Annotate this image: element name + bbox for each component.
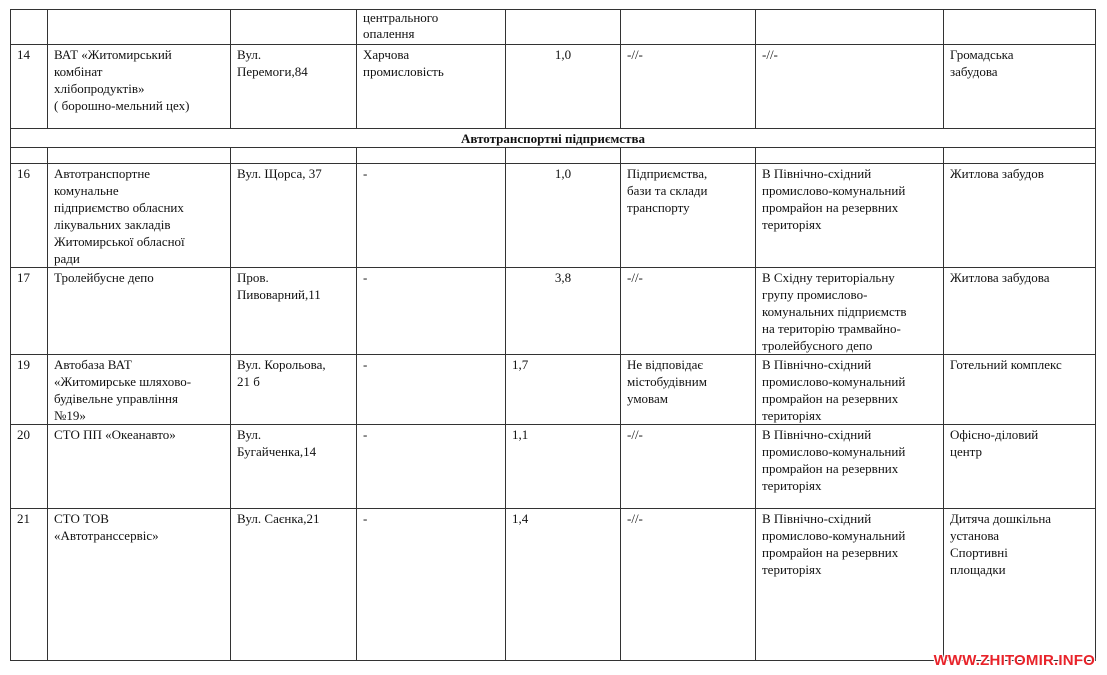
table-row [11, 355, 1096, 425]
cell-area: 1,7 [506, 355, 621, 425]
cell-new-use: Готельний комплекс [944, 355, 1096, 425]
cell-type: - [357, 268, 506, 355]
spacer-row [11, 148, 1096, 164]
cell-proposal: -//- [756, 45, 944, 129]
cell-num: 20 [11, 425, 48, 509]
table-row [11, 268, 1096, 355]
cell-new-use [944, 10, 1096, 45]
cell-address: Вул. Корольова, 21 б [231, 355, 357, 425]
cell-address: Вул. Саєнка,21 [231, 509, 357, 661]
table-row [11, 10, 1096, 45]
cell-class: -//- [621, 45, 756, 129]
cell-area [506, 10, 621, 45]
cell-proposal [756, 10, 944, 45]
cell-new-use: Дитяча дошкільна установа Спортивні площадки [944, 509, 1096, 661]
cell-num: 14 [11, 45, 48, 129]
cell-new-use: Житлова забудова [944, 268, 1096, 355]
cell-class [621, 10, 756, 45]
cell-class: -//- [621, 268, 756, 355]
cell-address: Вул. Щорса, 37 [231, 164, 357, 268]
cell-address: Вул. Перемоги,84 [231, 45, 357, 129]
cell-new-use: Офісно-діловий центр [944, 425, 1096, 509]
cell-type: - [357, 355, 506, 425]
cell-area: 1,4 [506, 509, 621, 661]
cell-area: 1,1 [506, 425, 621, 509]
cell-proposal: В Північно-східний промислово-комунальний промрайон на резервних територіях [756, 164, 944, 268]
cell-name: Автобаза ВАТ «Житомирське шляхово- будівельне управління №19» [48, 355, 231, 425]
cell-type: центрального опалення [357, 10, 506, 45]
cell-type: - [357, 425, 506, 509]
cell-name: СТО ПП «Океанавто» [48, 425, 231, 509]
table-row [11, 45, 1096, 129]
cell-proposal: В Північно-східний промислово-комунальний промрайон на резервних територіях [756, 509, 944, 661]
cell-area: 1,0 [506, 164, 621, 268]
section-row [11, 129, 1096, 148]
cell-class: -//- [621, 509, 756, 661]
cell-num: 21 [11, 509, 48, 661]
cell-name: Тролейбусне депо [48, 268, 231, 355]
cell-name: Автотранспортне комунальне підприємство обласних лікувальних закладів Житомирської обласної ради [48, 164, 231, 268]
cell-type: - [357, 509, 506, 661]
cell-address: Пров. Пивоварний,11 [231, 268, 357, 355]
cell-proposal: В Східну територіальну групу промислово- комунальних підприємств на територію трамвайно- тролейбусного депо [756, 268, 944, 355]
section-title: Автотранспортні підприємства [11, 129, 1096, 148]
cell-area: 3,8 [506, 268, 621, 355]
cell-address [231, 10, 357, 45]
table-row [11, 164, 1096, 268]
table-row [11, 425, 1096, 509]
cell-area: 1,0 [506, 45, 621, 129]
cell-num [11, 10, 48, 45]
cell-type: Харчова промисловість [357, 45, 506, 129]
cell-proposal: В Північно-східний промислово-комунальний промрайон на резервних територіях [756, 425, 944, 509]
cell-class: -//- [621, 425, 756, 509]
cell-class: Підприємства, бази та склади транспорту [621, 164, 756, 268]
cell-new-use: Громадська забудова [944, 45, 1096, 129]
cell-name [48, 10, 231, 45]
watermark: WWW.ZHITOMIR.INFO [933, 652, 1095, 669]
cell-address: Вул. Бугайченка,14 [231, 425, 357, 509]
table-row [11, 509, 1096, 661]
cell-name: СТО ТОВ «Автотранссервіс» [48, 509, 231, 661]
cell-num: 19 [11, 355, 48, 425]
cell-new-use: Житлова забудов [944, 164, 1096, 268]
document-table [10, 9, 1096, 661]
cell-name: ВАТ «Житомирський комбінат хлібопродуктів» ( борошно-мельний цех) [48, 45, 231, 129]
cell-class: Не відповідає містобудівним умовам [621, 355, 756, 425]
cell-proposal: В Північно-східний промислово-комунальний промрайон на резервних територіях [756, 355, 944, 425]
cell-num: 16 [11, 164, 48, 268]
cell-type: - [357, 164, 506, 268]
cell-num: 17 [11, 268, 48, 355]
